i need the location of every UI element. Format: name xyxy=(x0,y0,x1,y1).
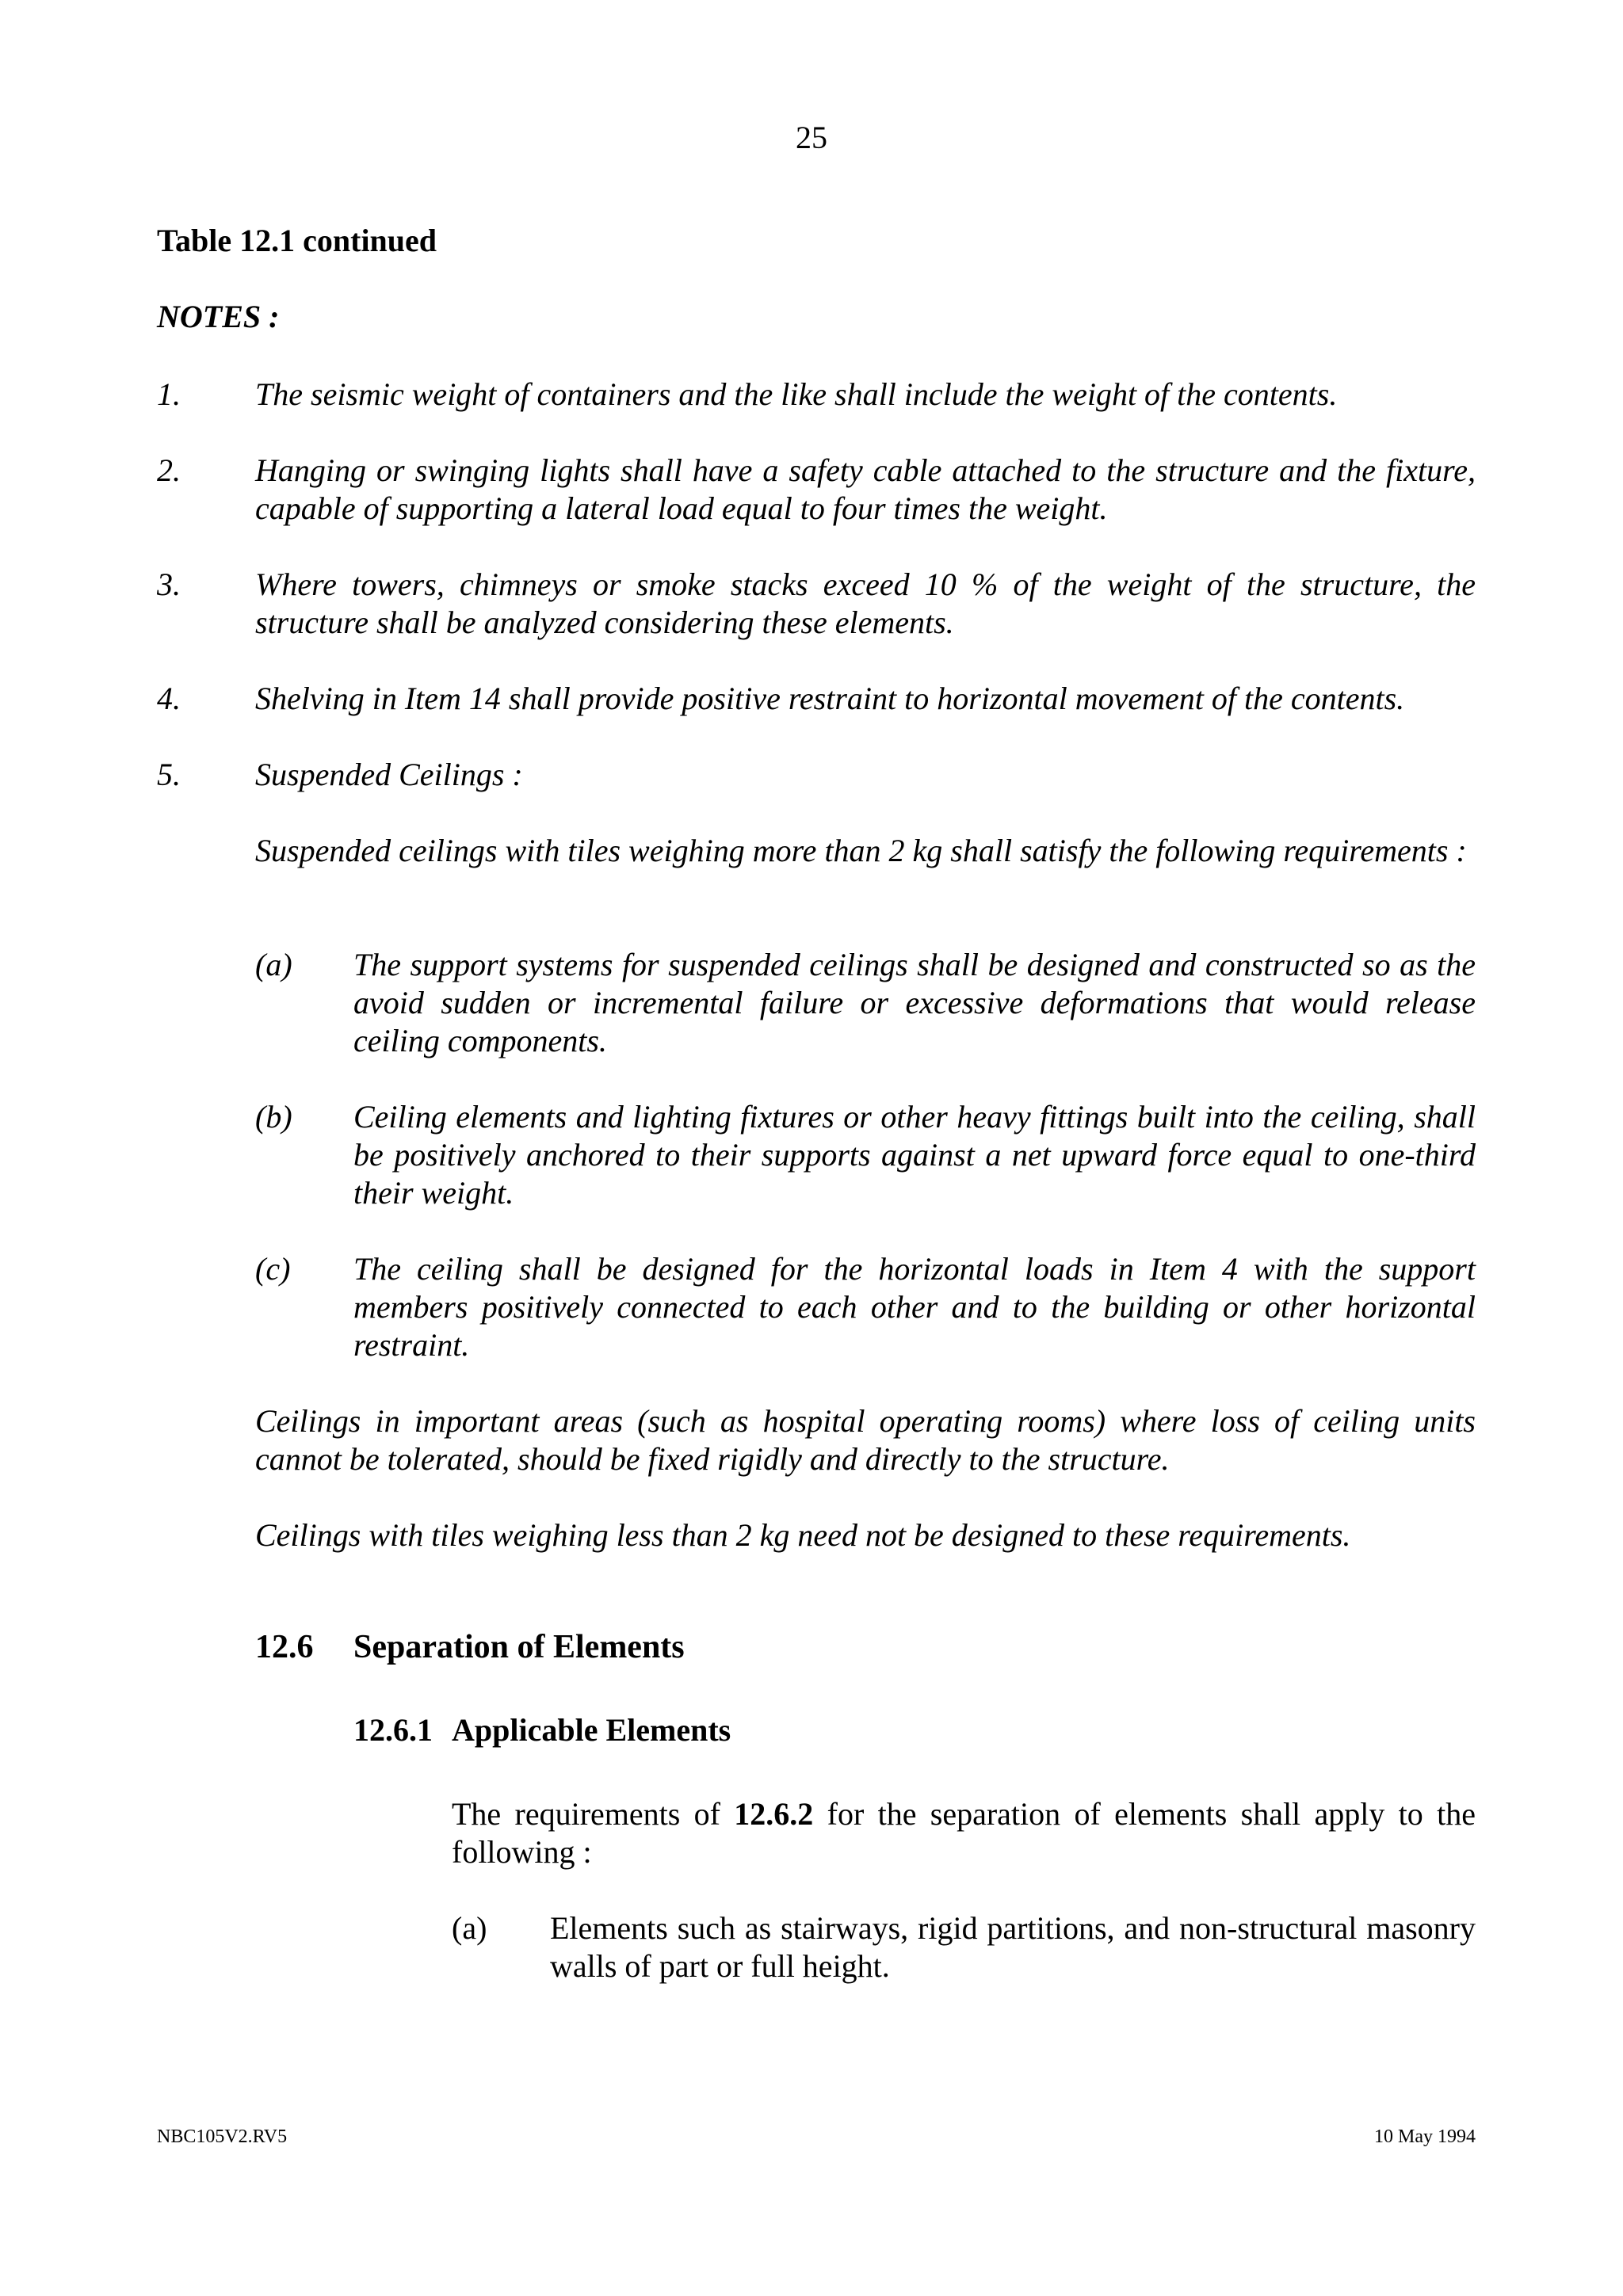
subsection-number: 12.6.1 xyxy=(353,1712,433,1748)
footer-document-code: NBC105V2.RV5 xyxy=(157,2126,288,2147)
note-text: Hanging or swinging lights shall have a safety cable attached to the structure and the fixture, capable of supporting a lateral load equal to four times the weight. xyxy=(255,452,1476,526)
section-number: 12.6 xyxy=(255,1629,314,1665)
note-number: 5. xyxy=(157,757,181,792)
note-number: 4. xyxy=(157,681,181,716)
list-label: (c) xyxy=(255,1251,291,1287)
cross-reference: 12.6.2 xyxy=(734,1796,814,1832)
list-item-text: Ceiling elements and lighting fixtures or other heavy fittings built into the ceiling, shall be positively anchored to their supports against a net upward force equal to one-third their weight. xyxy=(353,1099,1476,1211)
note-text: Where towers, chimneys or smoke stacks exceed 10 % of the weight of the structure, the structure shall be analyzed considering these elements. xyxy=(255,566,1476,640)
list-label: (b) xyxy=(255,1099,292,1135)
note-text: The seismic weight of containers and the like shall include the weight of the contents. xyxy=(255,376,1338,412)
note-number: 3. xyxy=(157,566,181,602)
subsection-paragraph: The requirements of 12.6.2 for the separation of elements shall apply to the following : xyxy=(452,1796,1476,1870)
subsection-title: Applicable Elements xyxy=(452,1712,731,1748)
note-number: 1. xyxy=(157,376,181,412)
list-label: (a) xyxy=(255,947,292,982)
note5-paragraph: Ceilings with tiles weighing less than 2 kg need not be designed to these requirements. xyxy=(255,1517,1351,1553)
list-item-text: Elements such as stairways, rigid partitions, and non-structural masonry walls of part or full height. xyxy=(550,1910,1476,1984)
page-number: 25 xyxy=(796,120,827,155)
note5-intro: Suspended ceilings with tiles weighing more than 2 kg shall satisfy the following requirements : xyxy=(255,833,1467,868)
footer-date: 10 May 1994 xyxy=(1374,2126,1476,2147)
table-heading: Table 12.1 continued xyxy=(157,223,437,258)
note-text: Suspended Ceilings : xyxy=(255,757,523,792)
list-item-text: The support systems for suspended ceilings shall be designed and constructed so as the avoid sudden or incremental failure or excessive deformations that would release ceiling components. xyxy=(353,947,1476,1058)
list-item-text: The ceiling shall be designed for the horizontal loads in Item 4 with the support members positively connected to each other and to the building or other horizontal restraint. xyxy=(353,1251,1476,1363)
note-number: 2. xyxy=(157,452,181,488)
note-text: Shelving in Item 14 shall provide positive restraint to horizontal movement of the contents. xyxy=(255,681,1405,716)
list-label: (a) xyxy=(452,1910,487,1946)
section-title: Separation of Elements xyxy=(353,1629,685,1665)
note5-paragraph: Ceilings in important areas (such as hospital operating rooms) where loss of ceiling units cannot be tolerated, should be fixed rigidly and directly to the structure. xyxy=(255,1403,1476,1477)
notes-heading: NOTES : xyxy=(157,299,280,334)
